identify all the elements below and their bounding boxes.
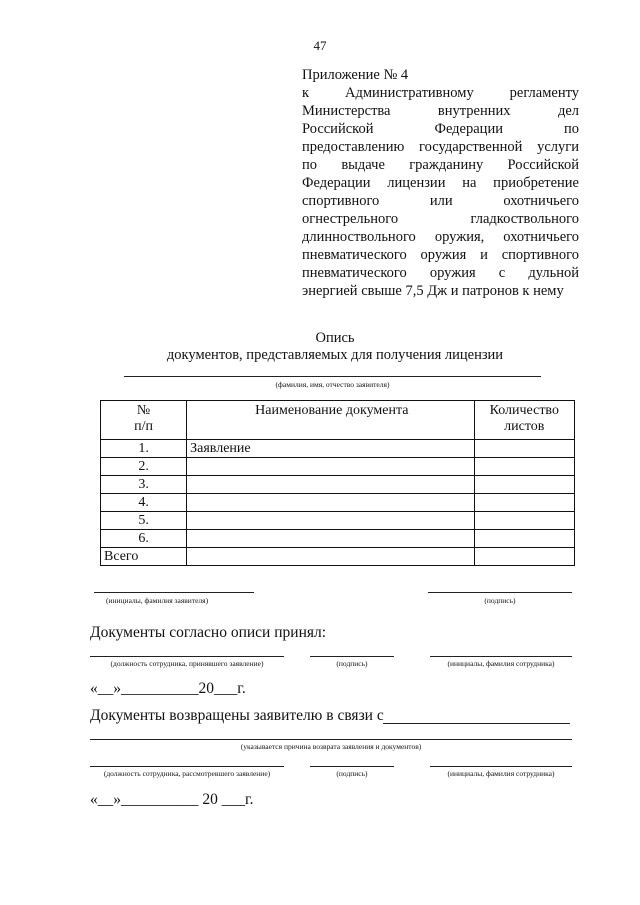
accepted-text: Документы согласно описи принял: xyxy=(90,624,327,641)
accepted-position-caption: (должность сотрудника, принявшего заявление) xyxy=(110,659,264,668)
header-count xyxy=(474,401,574,440)
table-row xyxy=(101,530,575,548)
annex-line: предоставлению государственной услуги xyxy=(302,139,579,155)
table-row xyxy=(101,440,575,458)
returned-reason-caption: (указывается причина возврата заявления и документов) xyxy=(240,742,422,751)
annex-line: пневматического оружия с дульной xyxy=(302,265,579,281)
header-count-line2: листов xyxy=(504,419,545,434)
total-count[interactable] xyxy=(474,548,574,566)
table-header-row xyxy=(101,401,575,440)
applicant-name-caption: (фамилия, имя, отчество заявителя) xyxy=(275,380,390,389)
table-row xyxy=(101,476,575,494)
row-count[interactable] xyxy=(474,494,574,512)
inventory-subtitle: документов, представляемых для получения лицензии xyxy=(166,347,504,363)
accepted-name-line[interactable] xyxy=(430,656,572,657)
annex-line: спортивного или охотничьего xyxy=(302,193,579,209)
annex-line: Федерации лицензии на приобретение xyxy=(302,175,579,191)
accepted-date[interactable]: «__»__________20___г. xyxy=(90,680,246,697)
returned-signature-line[interactable] xyxy=(310,766,394,767)
annex-line: Министерства внутренних дел xyxy=(302,103,579,119)
returned-reason-line[interactable] xyxy=(90,739,572,740)
annex-block xyxy=(302,66,579,300)
row-num: 4. xyxy=(101,494,187,512)
returned-name-line[interactable] xyxy=(430,766,572,767)
table-row xyxy=(101,458,575,476)
table-row xyxy=(101,494,575,512)
row-num: 3. xyxy=(101,476,187,494)
returned-reason-inline-line[interactable] xyxy=(383,723,570,724)
inventory-title: Опись xyxy=(315,330,355,346)
header-num xyxy=(101,401,187,440)
row-name[interactable] xyxy=(187,530,474,548)
table-total-row xyxy=(101,548,575,566)
applicant-initials-caption: (инициалы, фамилия заявителя) xyxy=(106,596,209,605)
row-count[interactable] xyxy=(474,476,574,494)
annex-line: к Административному регламенту xyxy=(302,85,579,101)
returned-date[interactable]: «__»__________ 20 ___г. xyxy=(90,791,254,808)
annex-line: Российской Федерации по xyxy=(302,121,579,137)
row-count[interactable] xyxy=(474,440,574,458)
returned-text: Документы возвращены заявителю в связи с xyxy=(90,707,384,724)
accepted-signature-line[interactable] xyxy=(310,656,394,657)
applicant-signature-caption: (подпись) xyxy=(484,596,516,605)
annex-line: по выдаче гражданину Российской xyxy=(302,157,579,173)
row-name[interactable] xyxy=(187,512,474,530)
row-name[interactable]: Заявление xyxy=(187,440,474,458)
total-name-cell xyxy=(187,548,474,566)
applicant-signature-line[interactable] xyxy=(428,592,572,593)
row-count[interactable] xyxy=(474,512,574,530)
header-num-line1: № xyxy=(136,403,151,418)
table-row xyxy=(101,512,575,530)
applicant-name-line[interactable] xyxy=(124,376,541,377)
row-count[interactable] xyxy=(474,530,574,548)
documents-table xyxy=(100,400,575,566)
annex-title: Приложение № 4 xyxy=(302,67,409,83)
accepted-name-caption: (инициалы, фамилия сотрудника) xyxy=(447,659,555,668)
accepted-position-line[interactable] xyxy=(90,656,284,657)
row-name[interactable] xyxy=(187,458,474,476)
annex-line: длинноствольного оружия, охотничьего xyxy=(302,229,579,245)
accepted-signature-caption: (подпись) xyxy=(336,659,368,668)
row-name[interactable] xyxy=(187,476,474,494)
annex-line: пневматического оружия и спортивного xyxy=(302,247,579,263)
returned-signature-caption: (подпись) xyxy=(336,769,368,778)
row-num: 5. xyxy=(101,512,187,530)
applicant-initials-line[interactable] xyxy=(94,592,254,593)
header-count-line1: Количество xyxy=(489,403,559,418)
row-num: 6. xyxy=(101,530,187,548)
header-num-line2: п/п xyxy=(134,419,153,434)
row-num: 2. xyxy=(101,458,187,476)
row-count[interactable] xyxy=(474,458,574,476)
row-num: 1. xyxy=(101,440,187,458)
row-name[interactable] xyxy=(187,494,474,512)
total-label: Всего xyxy=(101,548,187,566)
page-number: 47 xyxy=(313,38,327,53)
returned-position-caption: (должность сотрудника, рассмотревшего заявление) xyxy=(103,769,271,778)
returned-position-line[interactable] xyxy=(90,766,284,767)
annex-line: энергией свыше 7,5 Дж и патронов к нему xyxy=(302,283,564,299)
header-name: Наименование документа xyxy=(187,401,474,440)
annex-line: огнестрельного гладкоствольного xyxy=(302,211,579,227)
returned-name-caption: (инициалы, фамилия сотрудника) xyxy=(447,769,555,778)
